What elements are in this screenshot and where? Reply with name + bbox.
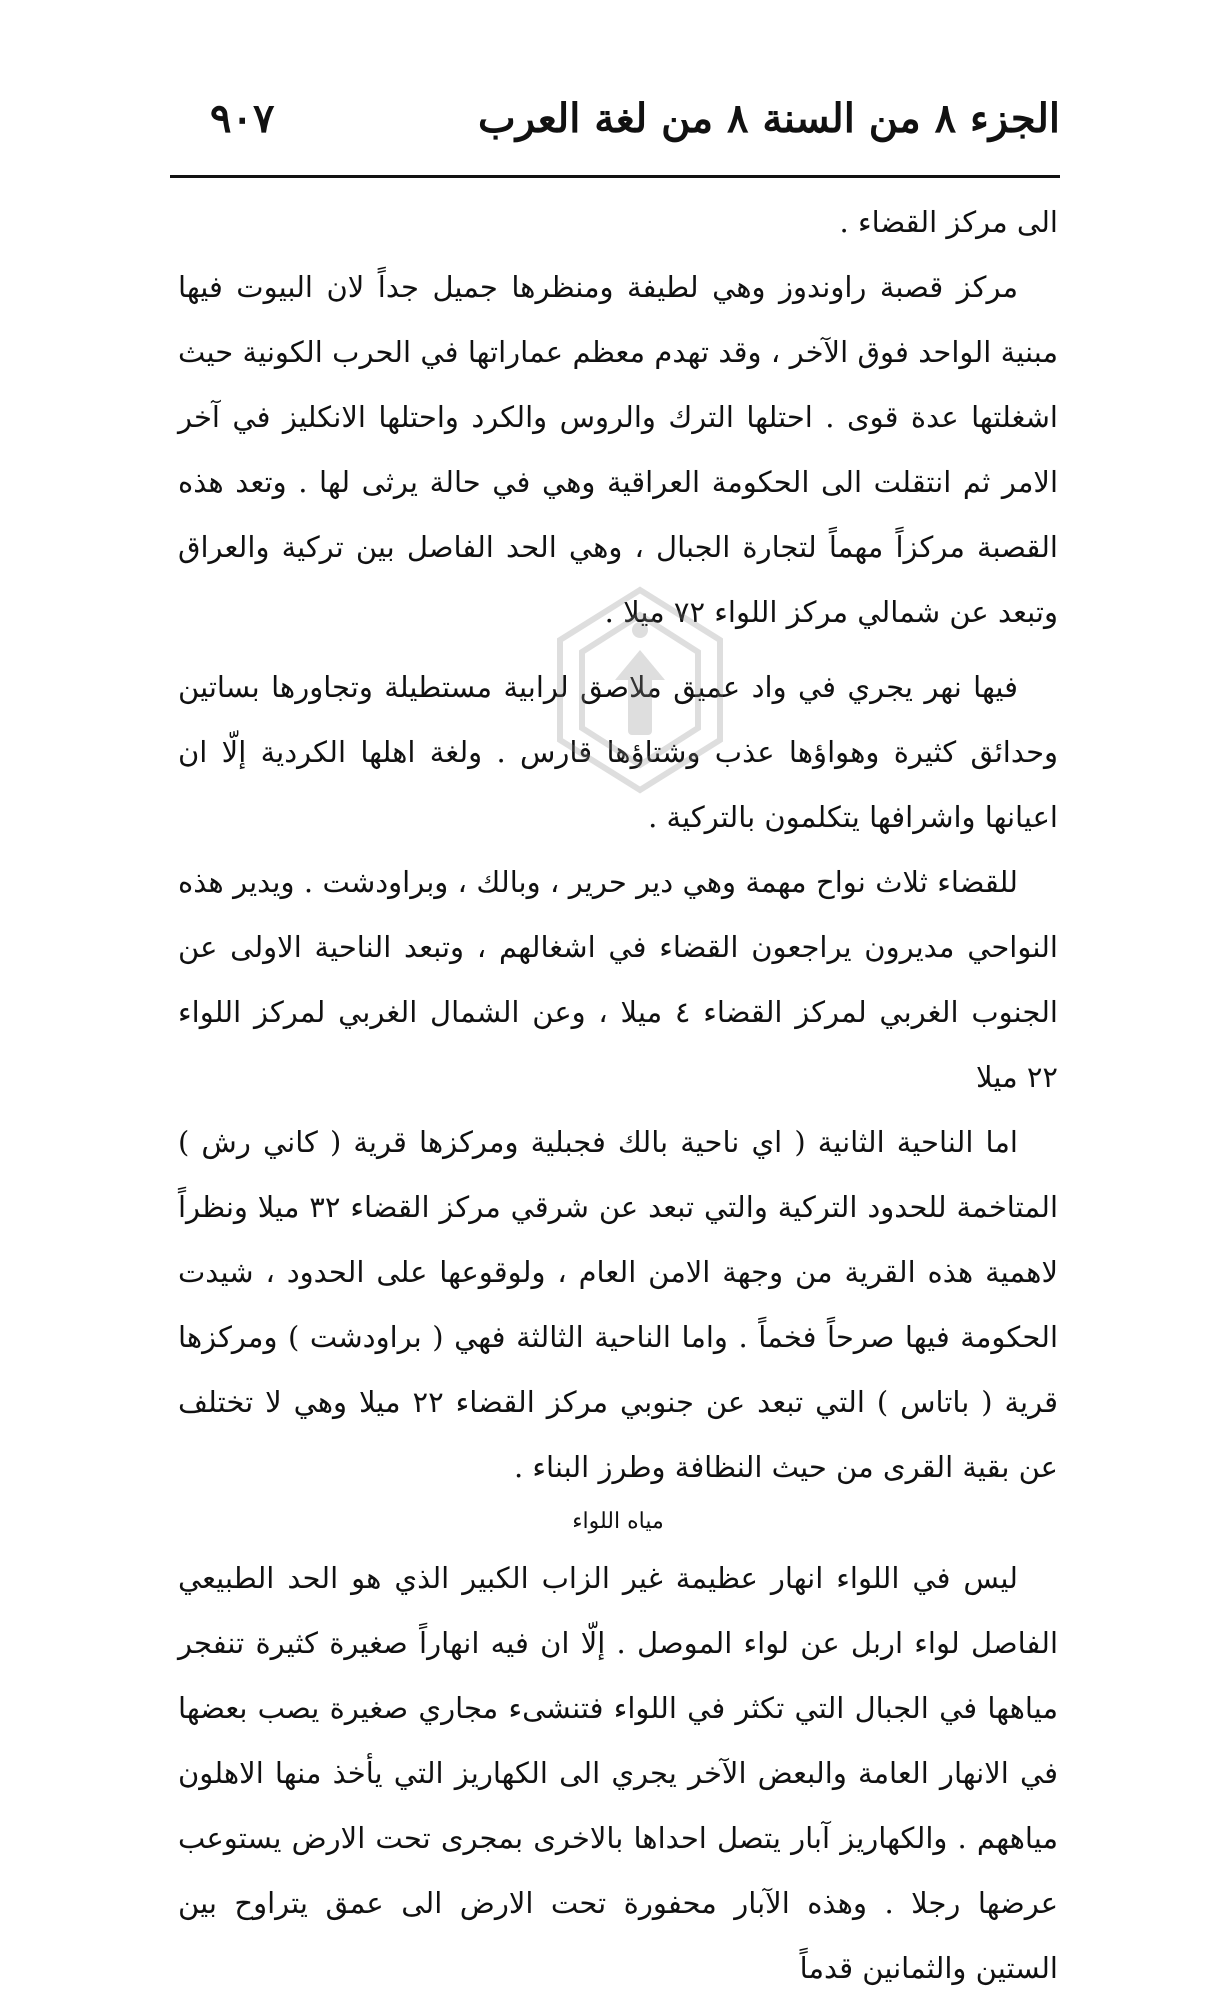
paragraph: للقضاء ثلاث نواح مهمة وهي دير حرير ، وبالك ، وبراودشت . ويدير هذه النواحي مديرون يراجعون القضاء في اشغالهم ، وتبعد الناحية الاولى عن الجنوب الغربي لمركز القضاء ٤ ميلا ، وعن الشمال الغربي لمركز اللواء ٢٢ ميلا (178, 865, 1058, 1094)
paragraph: اما الناحية الثانية ( اي ناحية بالك فجبلية ومركزها قرية ( كاني رش ) المتاخمة للحدود التركية والتي تبعد عن شرقي مركز القضاء ٣٢ ميلا ونظراً لاهمية هذه القرية من وجهة الامن العام ، ولوقوعها على الحدود ، شيدت الحكومة فيها صرحاً فخماً . واما الناحية الثالثة فهي ( براودشت ) ومركزها قرية ( باتاس ) التي تبعد عن جنوبي مركز القضاء ٢٢ ميلا وهي لا تختلف عن بقية القرى من حيث النظافة وطرز البناء . (178, 1125, 1058, 1484)
paragraph: مركز قصبة راوندوز وهي لطيفة ومنظرها جميل جداً لان البيوت فيها مبنية الواحد فوق الآخر ، وقد تهدم معظم عماراتها في الحرب الكونية حيث اشغلتها عدة قوى . احتلها الترك والروس والكرد واحتلها الانكليز في آخر الامر ثم انتقلت الى الحكومة العراقية وهي في حالة يرثى لها . وتعد هذه القصبة مركزاً مهماً لتجارة الجبال ، وهي الحد الفاصل بين تركية والعراق وتبعد عن شمالي مركز اللواء ٧٢ ميلا . (178, 270, 1058, 629)
page-number: ٩٠٧ (210, 95, 275, 142)
paragraph: فيها نهر يجري في واد عميق ملاصق لرابية مستطيلة وتجاورها بساتين وحدائق كثيرة وهواؤها عذب وشتاؤها قارس . ولغة اهلها الكردية إلّا ان اعيانها واشرافها يتكلمون بالتركية . (178, 670, 1058, 834)
library-seal-icon (520, 570, 760, 810)
page-header (170, 95, 1060, 165)
paragraph: الى مركز القضاء . (839, 205, 1058, 239)
body-text (178, 190, 1058, 2001)
paragraph: ليس في اللواء انهار عظيمة غير الزاب الكبير الذي هو الحد الطبيعي الفاصل لواء اربل عن لواء الموصل . إلّا ان فيه انهاراً صغيرة كثيرة تنفجر مياهها في الجبال التي تكثر في اللواء فتنشىء مجاري صغيرة يصب بعضها في الانهار العامة والبعض الآخر يجري الى الكهاريز التي يأخذ منها الاهلون مياههم . والكهاريز آبار يتصل احداها بالاخرى بمجرى تحت الارض يستوعب عرضها رجلا . وهذه الآبار محفورة تحت الارض الى عمق يتراوح بين الستين والثمانين قدماً (178, 1561, 1058, 1985)
running-title: الجزء ٨ من السنة ٨ من لغة العرب (478, 95, 1060, 142)
section-heading: مياه اللواء (572, 1509, 664, 1534)
header-divider (170, 175, 1060, 178)
